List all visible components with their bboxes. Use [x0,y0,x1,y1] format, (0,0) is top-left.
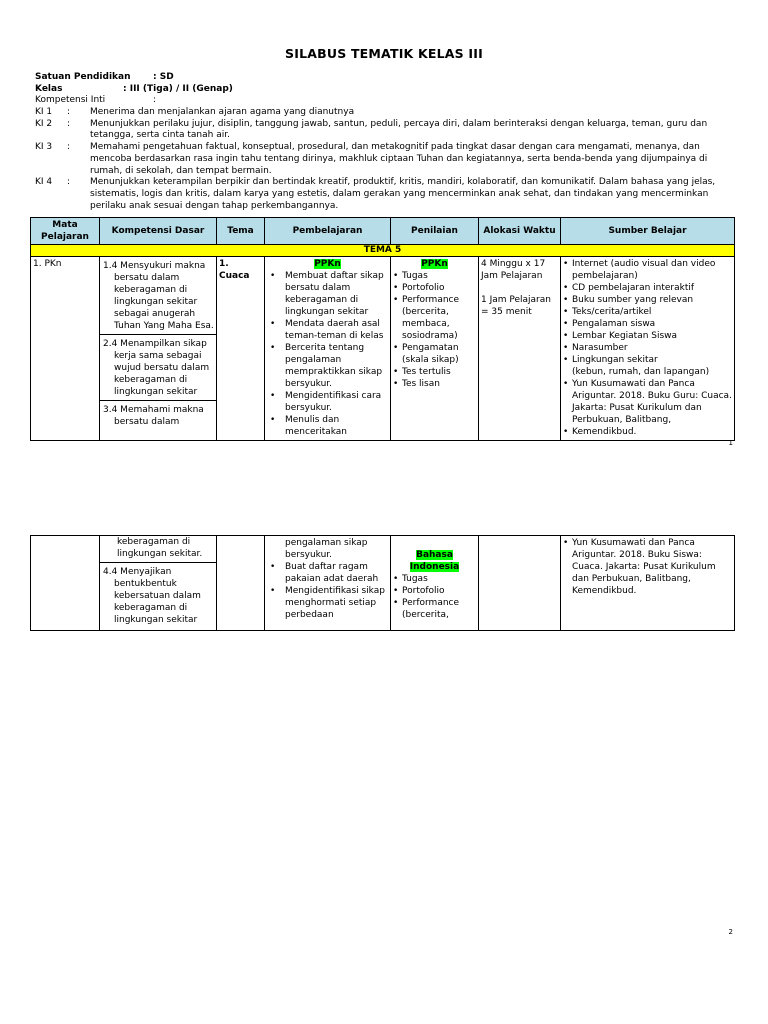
list-item: • Tes tertulis [393,366,476,378]
col-kompetensi-dasar: Kompetensi Dasar [100,218,217,245]
kompetensi-inti-label: Kompetensi Inti : [35,95,157,106]
penilaian-heading: Bahasa Indonesia [409,550,460,572]
document-header [35,72,735,212]
penilaian-list [393,270,476,390]
list-item: • Yun Kusumawati dan Panca Ariguntar. 2018. Buku Siswa: Cuaca. Jakarta: Pusat Kurikulum dan Perbukuan, Balitbang, Kemendikbud. [563,537,732,597]
list-item: • Tugas [393,573,476,585]
col-pembelajaran: Pembelajaran [265,218,391,245]
ki-1: KI 1 : Menerima dan menjalankan ajaran agama yang dianutnya [35,107,355,118]
satuan-pendidikan: Satuan Pendidikan : SD [35,72,174,82]
ki-3: KI 3 : Memahami pengetahuan faktual, konseptual, prosedural, dan metakognitif pada tingkat dasar dengan cara mengamati, menanya, dan mencoba berdasarkan rasa ingin tahu tentang dirinya, makhluk ciptaan Tuhan dan kegiatannya, serta benda-benda yang dijumpainya di rumah, di sekolah, dan tempat bermain. [35,142,708,176]
kelas: Kelas : III (Tiga) / II (Genap) [35,83,233,94]
document-title: SILABUS TEMATIK KELAS III [285,46,483,61]
silabus-table-page-1 [30,217,735,441]
col-tema: Tema [217,218,265,245]
list-item: • Mengidentifikasi cara bersyukur. [267,390,388,414]
list-item: • Performance (bercerita, membaca, sosiodrama) [393,294,476,342]
tema-cell-empty [217,536,265,631]
list-item: • Membuat daftar sikap bersatu dalam keberagaman di lingkungan sekitar [267,270,388,318]
kd-item: 2.4 Menampilkan sikap kerja sama sebagai wujud bersatu dalam keberagaman di lingkungan sekitar [100,335,216,401]
list-item: • CD pembelajaran interaktif [563,282,732,294]
page-1 [0,0,768,452]
mapel-cell-empty [31,536,100,631]
page-2 [0,452,768,1024]
sumber-list [563,537,732,597]
sumber-list [563,258,732,438]
list-item: • Lingkungan sekitar [563,354,732,366]
pembelajaran-continued: pengalaman sikap bersyukur. [285,538,368,560]
penilaian-heading: PPKn [421,259,448,269]
penilaian-cell [391,257,479,441]
list-item: • Menulis dan menceritakan [267,414,388,438]
table-header-row [31,218,735,245]
table-row [31,257,735,441]
list-item: • Mengidentifikasi sikap menghormati setiap perbedaan [267,585,388,621]
pembelajaran-cell [265,536,391,631]
list-item: • Pengamatan (skala sikap) [393,342,476,366]
table-row [31,536,735,631]
col-mata-pelajaran: Mata Pelajaran [31,218,100,245]
ki-4: KI 4 : Menunjukkan keterampilan berpikir dan bertindak kreatif, produktif, kritis, mandiri, kolaboratif, dan komunikatif. Dalam bahasa yang jelas, sistematis, logis dan kritis, dalam karya yang estetis, dalam gerakan yang mencerminkan anak sehat, dan tindakan yang mencerminkan perilaku anak sesuai dengan tahap perkembangannya. [35,177,716,211]
kd-item: 4.4 Menyajikan bentukbentuk kebersatuan dalam keberagaman di lingkungan sekitar [103,567,201,625]
list-item: • Buku sumber yang relevan [563,294,732,306]
list-item: • Portofolio [393,282,476,294]
list-item: • Narasumber [563,342,732,354]
kd-item: keberagaman di lingkungan sekitar. [100,536,216,563]
kd-cell [100,536,217,631]
penilaian-list [393,573,476,621]
pembelajaran-cell [265,257,391,441]
list-item: • Pengalaman siswa [563,318,732,330]
pembelajaran-list [267,561,388,621]
alokasi-cell-empty [479,536,561,631]
kd-cell [100,257,217,441]
page-number-1: 1 [728,439,733,447]
list-item: • Lembar Kegiatan Siswa [563,330,732,342]
list-item: • Bercerita tentang pengalaman mempraktikkan sikap bersyukur. [267,342,388,390]
list-item: • Mendata daerah asal teman-teman di kelas [267,318,388,342]
mapel-cell: 1. PKn [31,257,100,441]
tema-label: TEMA 5 [31,245,735,257]
list-item: • Tes lisan [393,378,476,390]
list-item: • Teks/cerita/artikel [563,306,732,318]
list-item: • Buat daftar ragam pakaian adat daerah [267,561,388,585]
col-sumber-belajar: Sumber Belajar [561,218,735,245]
alokasi-minggu: 4 Minggu x 17 Jam Pelajaran [481,259,546,281]
list-item: • Portofolio [393,585,476,597]
sumber-cell [561,257,735,441]
list-item: • Performance (bercerita, [393,597,476,621]
alokasi-cell [479,257,561,441]
sumber-sub: (kebun, rumah, dan lapangan) [572,367,710,377]
tema-row [31,245,735,257]
col-penilaian: Penilaian [391,218,479,245]
penilaian-cell [391,536,479,631]
kd-item: 3.4 Memahami makna bersatu dalam [103,405,204,427]
list-item: • Yun Kusumawati dan Panca Ariguntar. 2018. Buku Guru: Cuaca. Jakarta: Pusat Kurikulum dan Perbukuan, Balitbang, [563,378,732,426]
col-alokasi-waktu: Alokasi Waktu [479,218,561,245]
tema-cell: 1. Cuaca [217,257,265,441]
pembelajaran-heading: PPKn [314,259,341,269]
alokasi-jam: 1 Jam Pelajaran = 35 menit [481,295,551,317]
sumber-cell [561,536,735,631]
ki-2: KI 2 : Menunjukkan perilaku jujur, disiplin, tanggung jawab, santun, peduli, percaya diri, dalam berinteraksi dengan keluarga, teman, guru dan tetangga, serta cinta tanah air. [35,118,708,141]
list-item: • Internet (audio visual dan video pembelajaran) [563,258,732,282]
silabus-table-page-2 [30,535,735,631]
pembelajaran-list [267,270,388,438]
page-number-2: 2 [728,928,733,936]
list-item: • Tugas [393,270,476,282]
kd-item: 1.4 Mensyukuri makna bersatu dalam keberagaman di lingkungan sekitar sebagai anugerah Tuhan Yang Maha Esa. [100,257,216,335]
list-item: • Kemendikbud. [563,426,732,438]
